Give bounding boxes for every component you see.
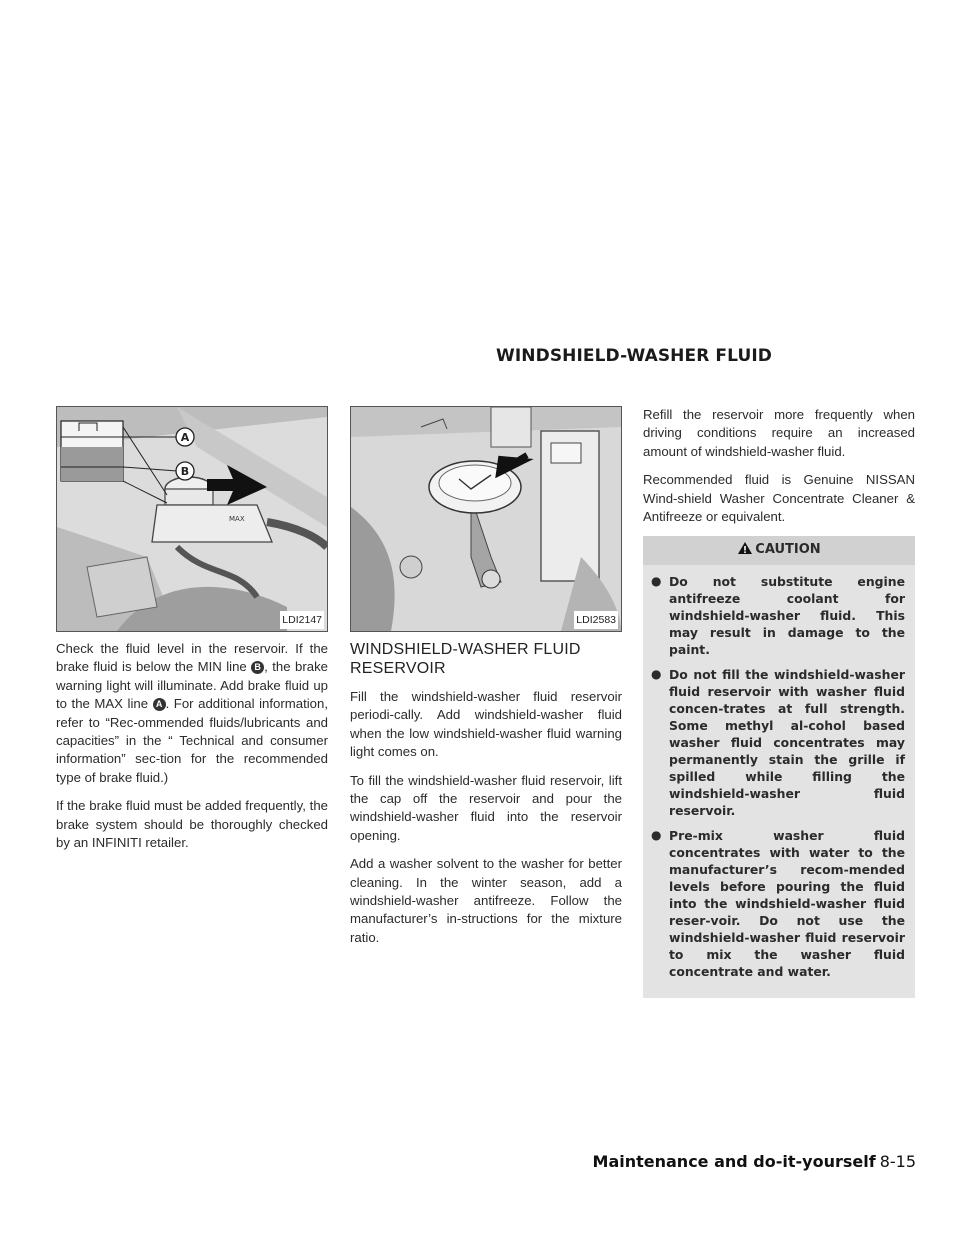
column-washer-reservoir <box>350 406 622 957</box>
refill-paragraph: Refill the reservoir more frequently when driving conditions require an increased amount of windshield-washer fluid. <box>643 407 915 459</box>
figure-id: LDI2583 <box>574 611 618 629</box>
callout-a: A <box>180 431 190 444</box>
caution-item: ● Do not fill the windshield-washer fluid reservoir with washer fluid concen-trates at full strength. Some methyl al-cohol based washer fluid concentrates may permanently stain the grille if spilled while filling the windshield-washer fluid reservoir. <box>651 666 905 818</box>
marker-a: A <box>153 698 166 711</box>
column-caution <box>643 406 915 998</box>
reservoir-paragraph-2: To fill the windshield-washer fluid reservoir, lift the cap off the reservoir and pour the windshield-washer fluid into the reservoir opening. <box>350 772 622 843</box>
reservoir-paragraph-1: Fill the windshield-washer fluid reservoir periodi-cally. Add windshield-washer fluid when the low windshield-washer fluid warning light comes on. <box>350 689 622 760</box>
page-footer <box>593 1152 916 1171</box>
brake-reservoir-illustration <box>57 407 327 631</box>
callout-b: B <box>180 465 190 478</box>
brake-fluid-paragraph-2: If the brake fluid must be added frequently, the brake system should be thoroughly checked by an INFINITI retailer. <box>56 798 328 851</box>
marker-b: B <box>251 661 264 674</box>
recommended-fluid-paragraph: Recommended fluid is Genuine NISSAN Wind-shield Washer Concentrate Cleaner & Antifreeze or equivalent. <box>643 472 915 525</box>
reservoir-heading: WINDSHIELD-WASHER FLUID RESERVOIR <box>350 641 581 677</box>
section-title: WINDSHIELD-WASHER FLUID <box>496 346 772 366</box>
warning-icon <box>737 541 753 555</box>
chapter-title: Maintenance and do-it-yourself <box>592 1152 876 1171</box>
brake-reservoir-figure <box>56 406 328 632</box>
washer-reservoir-figure <box>350 406 622 632</box>
washer-reservoir-illustration <box>351 407 621 631</box>
column-brake-fluid <box>56 406 328 862</box>
caution-item: ● Do not substitute engine antifreeze coolant for windshield-washer fluid. This may result in damage to the paint. <box>651 573 905 657</box>
caution-box <box>643 536 915 997</box>
bullet-icon: ● <box>651 666 662 681</box>
bullet-icon: ● <box>651 573 662 588</box>
bullet-icon: ● <box>651 827 662 842</box>
caution-list <box>649 573 905 980</box>
brake-fluid-paragraph-1: Check the fluid level in the reservoir. If the brake fluid is below the MIN line B , the brake warning light will illuminate. Add brake fluid up to the MAX line A . For additional information, refer to “Rec-ommended fluids/lubricants and capacities” in the “ Technical and consumer information” sec-tion for the recommended type of brake fluid.) <box>56 641 329 785</box>
reservoir-paragraph-3: Add a washer solvent to the washer for better cleaning. In the winter season, add a windshield-washer antifreeze. Follow the manufacturer’s in-structions for the mixture ratio. <box>350 856 622 945</box>
caution-item: ● Pre-mix washer fluid concentrates with water to the manufacturer’s recom-mended levels before pouring the fluid into the windshield-washer fluid reser-voir. Do not use the windshield-washer fluid reservoir to mix the washer fluid concentrate and water. <box>651 827 905 979</box>
page-number: 8-15 <box>879 1152 916 1171</box>
caution-title: CAUTION <box>643 536 915 564</box>
max-embossed-label: MAX <box>229 515 245 523</box>
figure-id: LDI2147 <box>280 611 324 629</box>
